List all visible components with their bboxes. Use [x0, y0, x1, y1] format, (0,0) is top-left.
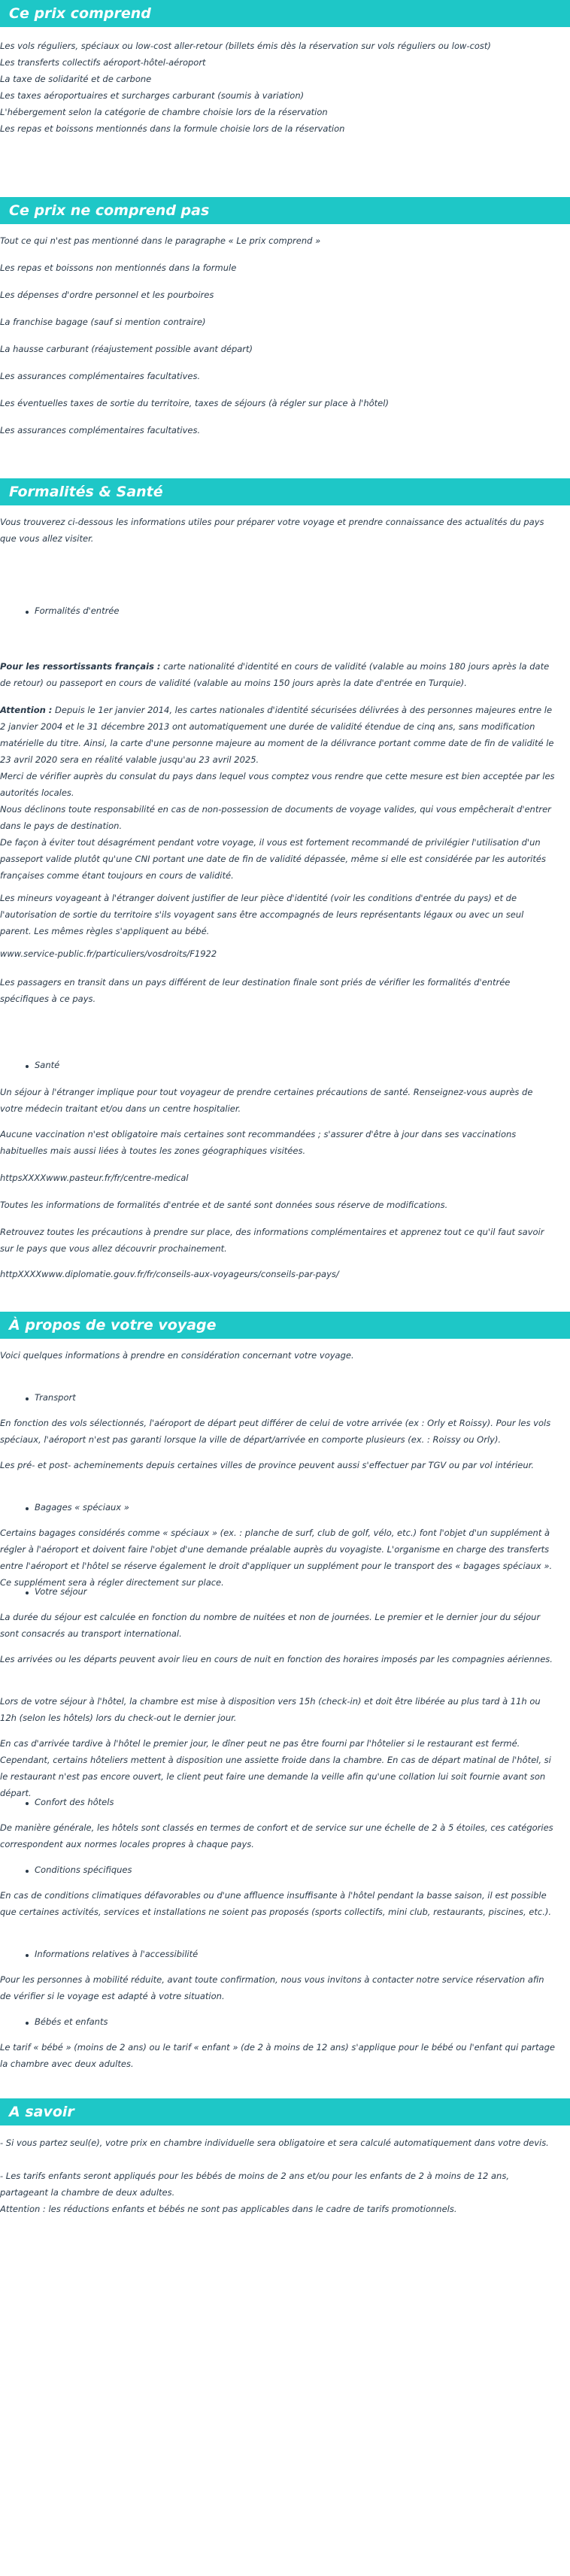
asavoir-line: - Les tarifs enfants seront appliqués pour les bébés de moins de 2 ans et/ou pour les enfants de 2 à moins de 12 ans, partageant la chambre de deux adultes.: [0, 2171, 509, 2198]
ne-comprend-item: Les dépenses d'ordre personnel et les pourboires: [0, 290, 214, 300]
section-header-a-propos: À propos de votre voyage: [0, 1312, 570, 1339]
bullet-votre-sejour: Votre séjour: [35, 1586, 87, 1597]
vaccination-paragraph: Aucune vaccination n'est obligatoire mais certaines sont recommandées ; s'assurer d'être à jour dans ses vaccinations habituelles mais aussi liées à toutes les zones géographiques visitées.: [0, 1129, 517, 1156]
section-header-a-savoir: A savoir: [0, 2098, 570, 2125]
ressortissants-text: carte nationalité d'identité en cours de validité (valable au moins 180 jours après la date de retour) ou passeport en cours de validité (valable au moins 150 jours après la date d'entrée en Turquie).: [0, 661, 550, 688]
comprend-item: Les vols réguliers, spéciaux ou low-cost aller-retour (billets émis dès la réservation sur vols réguliers ou low-cost): [0, 41, 491, 51]
bullet-bagages: Bagages « spéciaux »: [35, 1502, 129, 1513]
section-header-prix-comprend: Ce prix comprend: [0, 0, 570, 27]
bullet-accessibilite: Informations relatives à l'accessibilité: [35, 1949, 199, 1959]
ne-comprend-item: Les assurances complémentaires facultatives.: [0, 371, 201, 381]
chambre-paragraph: Lors de votre séjour à l'hôtel, la chambre est mise à disposition vers 15h (check-in) et doit être libérée au plus tard à 11h ou 12h (selon les hôtels) lors du check-out le dernier jour.: [0, 1696, 541, 1723]
desagrement-paragraph: De façon à éviter tout désagrément pendant votre voyage, il vous est fortement recommandé de privilégier l'utilisation d'un passeport valide plutôt qu'une CNI portant une date de fin de validité dépassée, même si elle est considérée par les autorités françaises comme étant toujours en cours de validité.: [0, 837, 546, 881]
bullet-conditions: Conditions spécifiques: [35, 1864, 132, 1875]
duree-paragraph: La durée du séjour est calculée en fonction du nombre de nuitées et non de journées. Le premier et le dernier jour du séjour sont consacrés au transport international.: [0, 1612, 541, 1639]
ne-comprend-item: Les assurances complémentaires facultatives.: [0, 425, 201, 435]
reserve-paragraph: Toutes les informations de formalités d'entrée et de santé sont données sous réserve de modifications.: [0, 1200, 448, 1210]
formalites-intro: Vous trouverez ci-dessous les informations utiles pour préparer votre voyage et prendre connaissance des actualités du pays que vous allez visiter.: [0, 517, 544, 544]
service-public-link[interactable]: www.service-public.fr/particuliers/vosdroits/F1922: [0, 948, 217, 959]
attention-text: Depuis le 1er janvier 2014, les cartes nationales d'identité sécurisées délivrées à des personnes majeures entre le 2 janvier 2004 et le 31 décembre 2013 ont automatiquement une durée de validité étendue de cinq ans, sans modification matérielle du titre. Ainsi, la carte d'une personne majeure au moment de la délivrance portant comme date de fin de validité le 23 avril 2020 sera en réalité valable jusqu'au 23 avril 2025.: [0, 705, 554, 765]
ne-comprend-item: La hausse carburant (réajustement possible avant départ): [0, 344, 253, 354]
comprend-item: Les repas et boissons mentionnés dans la formule choisie lors de la réservation: [0, 123, 345, 134]
arrivees-paragraph: Les arrivées ou les départs peuvent avoir lieu en cours de nuit en fonction des horaires imposés par les compagnies aériennes.: [0, 1654, 553, 1664]
ne-comprend-item: Les éventuelles taxes de sortie du territoire, taxes de séjours (à régler sur place à l'hôtel): [0, 398, 389, 408]
ne-comprend-item: Tout ce qui n'est pas mentionné dans le paragraphe « Le prix comprend »: [0, 235, 321, 246]
bullet-dot: [26, 1954, 29, 1957]
accessibilite-paragraph: Pour les personnes à mobilité réduite, avant toute confirmation, nous vous invitons à contacter notre service réservation afin de vérifier si le voyage est adapté à votre situation.: [0, 1974, 544, 2001]
bullet-dot: [26, 1591, 29, 1594]
bullet-dot: [26, 1065, 29, 1068]
comprend-item: La taxe de solidarité et de carbone: [0, 74, 152, 84]
asavoir-line: Attention : les réductions enfants et bébés ne sont pas applicables dans le cadre de tarifs promotionnels.: [0, 2204, 457, 2214]
transport-paragraph: En fonction des vols sélectionnés, l'aéroport de départ peut différer de celui de votre arrivée (ex : Orly et Roissy). Pour les vols spéciaux, l'aéroport n'est pas garanti lorsque la ville de départ/arrivée en comporte plusieurs (ex. : Roissy ou Orly).: [0, 1418, 551, 1445]
bullet-dot: [26, 1397, 29, 1400]
declinons-paragraph: Nous déclinons toute responsabilité en cas de non-possession de documents de voyage valides, qui vous empêcherait d'entrer dans le pays de destination.: [0, 804, 551, 831]
verifier-paragraph: Merci de vérifier auprès du consulat du pays dans lequel vous comptez vous rendre que cette mesure est bien acceptée par les autorités locales.: [0, 771, 555, 798]
bullet-dot: [26, 1507, 29, 1510]
ne-comprend-item: La franchise bagage (sauf si mention contraire): [0, 317, 206, 327]
preacheminement-paragraph: Les pré- et post- acheminements depuis certaines villes de province peuvent aussi s'effectuer par TGV ou par vol intérieur.: [0, 1460, 535, 1470]
sejour-etranger-paragraph: Un séjour à l'étranger implique pour tout voyageur de prendre certaines précautions de santé. Renseignez-vous auprès de votre médecin traitant et/ou dans un centre hospitalier.: [0, 1087, 533, 1114]
asavoir-line: - Si vous partez seul(e), votre prix en chambre individuelle sera obligatoire et sera calculé automatiquement dans votre devis.: [0, 2138, 549, 2148]
bullet-bebes-enfants: Bébés et enfants: [35, 2016, 108, 2027]
diplomatie-link[interactable]: httpXXXXwww.diplomatie.gouv.fr/fr/conseils-aux-voyageurs/conseils-par-pays/: [0, 1269, 339, 1279]
transit-paragraph: Les passagers en transit dans un pays différent de leur destination finale sont priés de vérifier les formalités d'entrée spécifiques à ce pays.: [0, 977, 511, 1004]
bullet-confort: Confort des hôtels: [35, 1797, 114, 1807]
confort-paragraph: De manière générale, les hôtels sont classés en termes de confort et de service sur une échelle de 2 à 5 étoiles, ces catégories correspondent aux normes locales propres à chaque pays.: [0, 1822, 553, 1849]
bagages-paragraph: Certains bagages considérés comme « spéciaux » (ex. : planche de surf, club de golf, vélo, etc.) font l'objet d'un supplément à régler à l'aéroport et doivent faire l'objet d'une demande préalable auprès du voyagiste. L'organisme en charge des transferts entre l'aéroport et l'hôtel se réserve également le droit d'appliquer un supplément pour le transport des « bagages spéciaux ». Ce supplément sera à régler directement sur place.: [0, 1528, 553, 1588]
comprend-item: Les transferts collectifs aéroport-hôtel-aéroport: [0, 57, 206, 68]
bullet-sante: Santé: [35, 1060, 60, 1070]
bebes-paragraph: Le tarif « bébé » (moins de 2 ans) ou le tarif « enfant » (de 2 à moins de 12 ans) s'applique pour le bébé ou l'enfant qui partage la chambre avec deux adultes.: [0, 2042, 555, 2069]
apropos-intro: Voici quelques informations à prendre en considération concernant votre voyage.: [0, 1350, 354, 1361]
bullet-formalites-entree: Formalités d'entrée: [35, 605, 120, 616]
section-header-prix-ne-comprend: Ce prix ne comprend pas: [0, 197, 570, 224]
attention-paragraph: [0, 702, 556, 768]
comprend-item: L'hébergement selon la catégorie de chambre choisie lors de la réservation: [0, 107, 328, 117]
bullet-dot: [26, 2022, 29, 2025]
pasteur-link[interactable]: httpsXXXXwww.pasteur.fr/fr/centre-medical: [0, 1173, 189, 1183]
bullet-transport: Transport: [35, 1392, 76, 1403]
conditions-paragraph: En cas de conditions climatiques défavorables ou d'une affluence insuffisante à l'hôtel pendant la basse saison, il est possible que certaines activités, services et installations ne soient pas proposés (sports collectifs, mini club, restaurants, piscines, etc.).: [0, 1890, 552, 1917]
attention-label: Attention :: [0, 705, 53, 715]
ressortissants-label: Pour les ressortissants français :: [0, 661, 161, 672]
retrouvez-paragraph: Retrouvez toutes les précautions à prendre sur place, des informations complémentaires et apprenez tout ce qu'il faut savoir sur le pays que vous allez découvrir prochainement.: [0, 1227, 544, 1254]
bullet-dot: [26, 611, 29, 614]
arrivee-tardive-paragraph: En cas d'arrivée tardive à l'hôtel le premier jour, le dîner peut ne pas être fourni par l'hôtelier si le restaurant est fermé. Cependant, certains hôteliers mettent à disposition une assiette froide dans la chambre. En cas de départ matinal de l'hôtel, si le restaurant n'est pas encore ouvert, le client peut faire une demande la veille afin qu'une collation lui soit fournie avant son départ.: [0, 1738, 551, 1798]
ressortissants-paragraph: [0, 658, 556, 691]
bullet-dot: [26, 1870, 29, 1873]
bullet-dot: [26, 1802, 29, 1805]
comprend-item: Les taxes aéroportuaires et surcharges carburant (soumis à variation): [0, 90, 305, 101]
section-header-formalites-sante: Formalités & Santé: [0, 478, 570, 505]
mineurs-paragraph: Les mineurs voyageant à l'étranger doivent justifier de leur pièce d'identité (voir les conditions d'entrée du pays) et de l'autorisation de sortie du territoire s'ils voyagent sans être accompagnés de leurs représentants légaux ou avec un seul parent. Les mêmes règles s'appliquent au bébé.: [0, 893, 524, 936]
ne-comprend-item: Les repas et boissons non mentionnés dans la formule: [0, 262, 237, 273]
